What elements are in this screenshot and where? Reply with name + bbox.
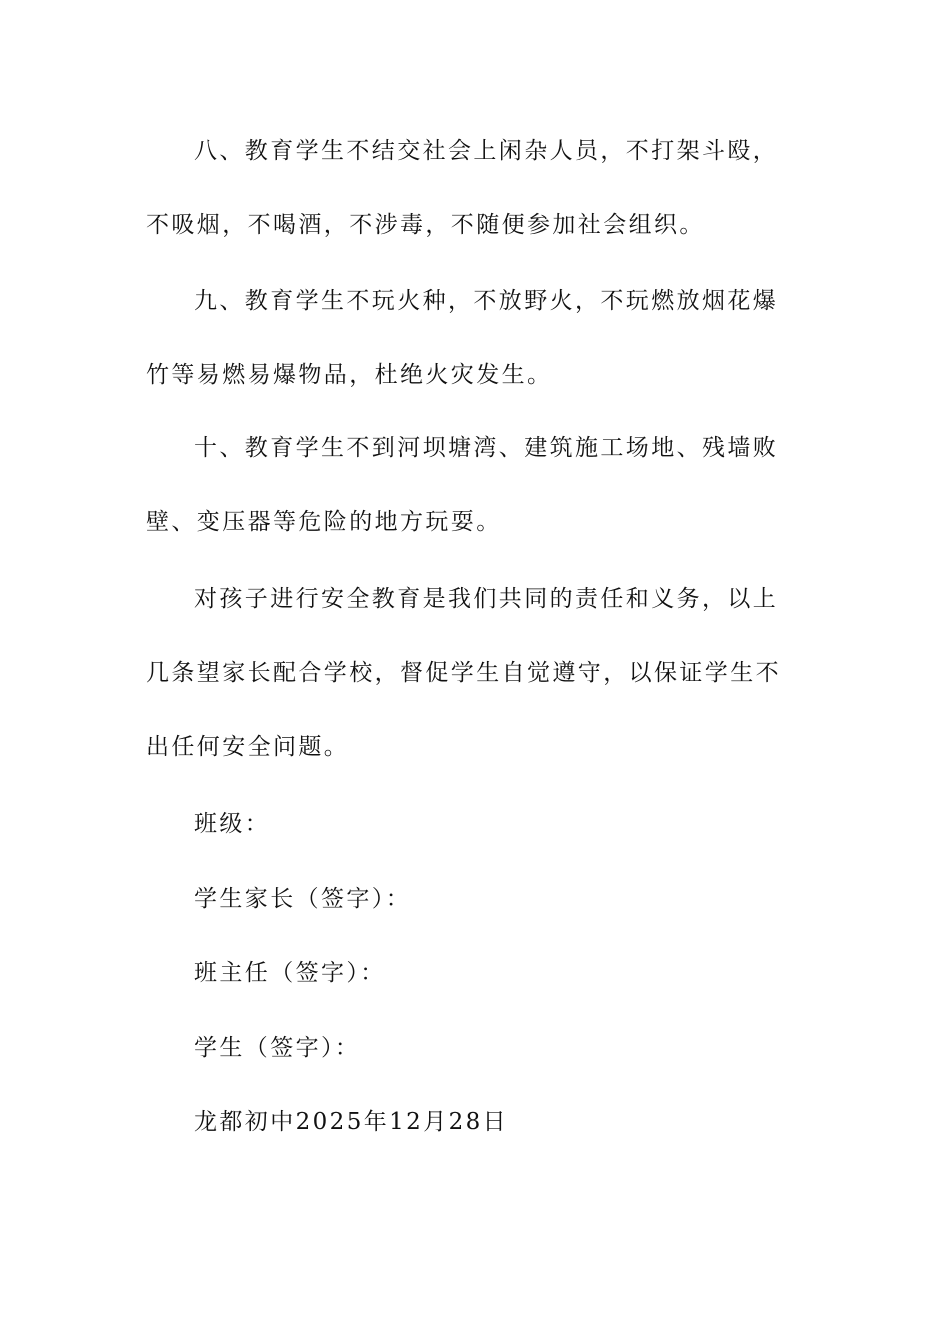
paragraph-item-10: 十、教育学生不到河坝塘湾、建筑施工场地、残墙败壁、变压器等危险的地方玩耍。 [146, 435, 779, 535]
school-date-line: 龙都初中2025年12月28日 [194, 1109, 509, 1135]
parent-signature-label: 学生家长（签字）： [194, 886, 412, 912]
paragraph-closing: 对孩子进行安全教育是我们共同的责任和义务，以上几条望家长配合学校，督促学生自觉遵守，以保证学生不出任何安全问题。 [146, 586, 781, 760]
student-signature-label: 学生（签字）： [194, 1035, 361, 1061]
paragraph-item-8: 八、教育学生不结交社会上闲杂人员，不打架斗殴，不吸烟，不喝酒，不涉毒，不随便参加社会组织。 [146, 138, 779, 238]
teacher-signature-label: 班主任（签字）： [194, 960, 386, 986]
class-label: 班级： [194, 811, 271, 837]
paragraph-item-9: 九、教育学生不玩火种，不放野火，不玩燃放烟花爆竹等易燃易爆物品，杜绝火灾发生。 [146, 288, 779, 388]
